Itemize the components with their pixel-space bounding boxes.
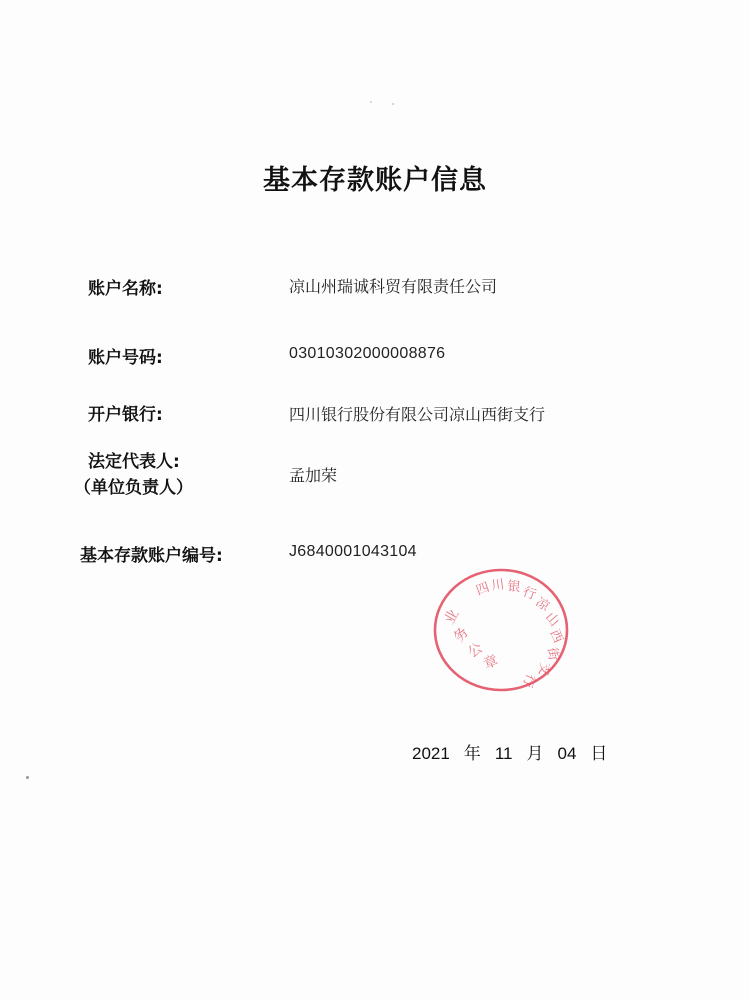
date-day-unit: 日 — [590, 744, 608, 764]
svg-text:业: 业 — [441, 606, 463, 627]
account-number-value: 03010302000008876 — [289, 345, 446, 362]
svg-text:支: 支 — [535, 661, 552, 677]
svg-text:行: 行 — [520, 584, 538, 604]
svg-text:街: 街 — [544, 646, 561, 662]
date-year-unit: 年 — [463, 744, 481, 764]
date-year: 2021 — [412, 744, 450, 763]
bank-label: 开户银行: — [88, 405, 163, 425]
legal-rep-sublabel: （单位负责人） — [74, 478, 193, 498]
legal-rep-label: 法定代表人: — [88, 452, 180, 472]
svg-text:章: 章 — [481, 652, 501, 673]
scan-speck — [370, 101, 372, 103]
svg-text:四: 四 — [474, 580, 492, 599]
svg-text:务: 务 — [450, 624, 473, 646]
date-month: 11 — [494, 744, 513, 763]
date-day: 04 — [557, 744, 577, 763]
bank-value: 四川银行股份有限公司凉山西街支行 — [289, 405, 546, 424]
legal-rep-value: 孟加荣 — [289, 466, 338, 485]
svg-text:川: 川 — [490, 577, 506, 594]
date-month-unit: 月 — [526, 744, 544, 764]
svg-text:西: 西 — [546, 627, 566, 646]
document-title: 基本存款账户信息 — [263, 165, 487, 196]
basic-account-id-label: 基本存款账户编号: — [80, 546, 223, 566]
account-number-label: 账户号码: — [88, 348, 163, 368]
bank-seal-stamp — [430, 565, 572, 695]
svg-text:山: 山 — [541, 609, 562, 630]
scan-speck — [26, 776, 29, 779]
svg-text:公: 公 — [465, 640, 486, 662]
svg-text:银: 银 — [506, 579, 522, 596]
document-date — [412, 739, 607, 764]
svg-text:行: 行 — [519, 671, 539, 690]
account-name-label: 账户名称: — [88, 279, 163, 299]
scan-speck — [392, 103, 394, 105]
svg-text:凉: 凉 — [532, 594, 552, 615]
basic-account-id-value: J6840001043104 — [289, 543, 417, 560]
account-name-value: 凉山州瑞诚科贸有限责任公司 — [289, 277, 498, 296]
